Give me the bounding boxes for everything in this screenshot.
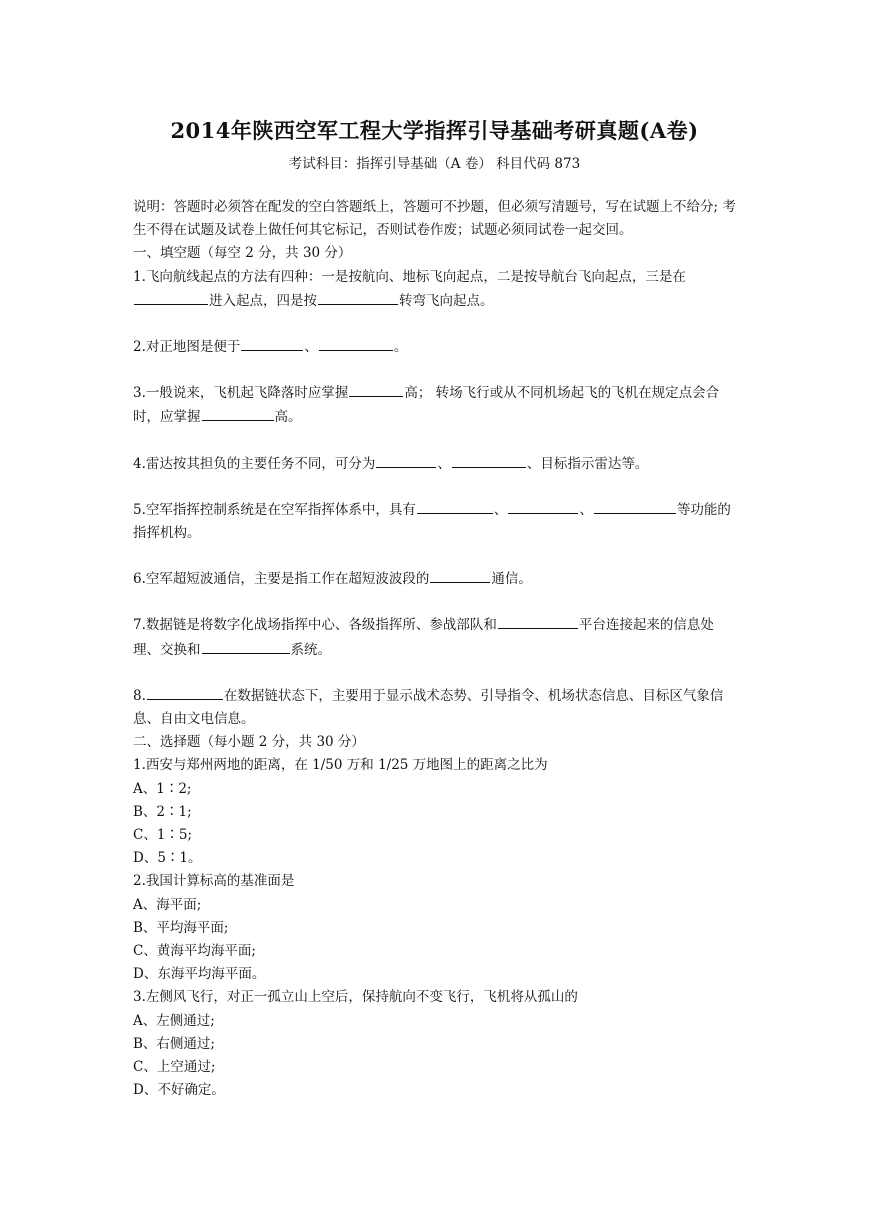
answer-blank[interactable] [594, 498, 676, 514]
section-heading-fill-blank: 一、填空题（每空 2 分，共 30 分） [133, 245, 352, 262]
choice-option: C、1∶5; [133, 827, 193, 844]
answer-blank[interactable] [241, 335, 303, 351]
instructions: 说明：答题时必须答在配发的空白答题纸上，答题可不抄题，但必须写清题号，写在试题上不给分; 考生不得在试题及试卷上做任何其它标记，否则试卷作废；试题必须同试卷一起交回。 [133, 199, 736, 239]
choice-option: C、黄海平均海平面; [133, 943, 256, 960]
answer-blank[interactable] [319, 335, 393, 351]
choice-option: B、右侧通过; [133, 1035, 215, 1052]
answer-blank[interactable] [318, 289, 398, 305]
page-title: 2014年陕西空军工程大学指挥引导基础考研真题(A卷) [170, 118, 699, 143]
answer-blank[interactable] [202, 638, 290, 654]
fill-question-1: 1.飞向航线起点的方法有四种：一是按航向、地标飞向起点，二是按导航台飞向起点，三是在进入起点，四是按 转弯飞向起点。 [133, 268, 686, 309]
choice-option: D、5∶1。 [133, 850, 202, 867]
answer-blank[interactable] [134, 289, 208, 305]
choice-option: B、2∶1; [133, 803, 192, 820]
choice-option: A、左侧通过; [133, 1012, 215, 1029]
choice-option: A、海平面; [133, 896, 202, 913]
choice-question-3-stem: 3.左侧风飞行，对正一孤立山上空后，保持航向不变飞行，飞机将从孤山的 [133, 989, 578, 1006]
answer-blank[interactable] [452, 452, 526, 468]
fill-question-7: 7.数据链是将数字化战场指挥中心、各级指挥所、参战部队和 平台连接起来的信息处理、交换和 系统。 [133, 613, 739, 661]
choice-option: D、东海平均海平面。 [133, 966, 266, 983]
fill-question-3: 3.一般说来，飞机起飞降落时应掌握 高； 转场飞行或从不同机场起飞的飞机在规定点会合时，应掌握 高。 [133, 381, 739, 429]
choice-option: C、上空通过; [133, 1059, 216, 1076]
answer-blank[interactable] [430, 567, 490, 583]
exam-body [133, 196, 739, 1103]
fill-question-8: 8. 在数据链状态下，主要用于显示战术态势、引导指令、机场状态信息、目标区气象信息、自由文电信息。 [133, 684, 739, 731]
answer-blank[interactable] [202, 405, 274, 421]
answer-blank[interactable] [508, 498, 578, 514]
choice-option: B、平均海平面; [133, 919, 229, 936]
exam-subtitle: 考试科目：指挥引导基础（A 卷） 科目代码 873 [288, 156, 581, 172]
fill-question-2: 2.对正地图是便于 、 。 [133, 335, 739, 359]
fill-question-4: 4.雷达按其担负的主要任务不同，可分为 、 、目标指示雷达等。 [133, 452, 739, 476]
choice-question-2-stem: 2.我国计算标高的基准面是 [133, 873, 295, 890]
answer-blank[interactable] [498, 613, 578, 629]
answer-blank[interactable] [147, 684, 223, 700]
answer-blank[interactable] [349, 381, 403, 397]
fill-question-5: 5.空军指挥控制系统是在空军指挥体系中，具有 、 、 等功能的指挥机构。 [133, 498, 739, 545]
choice-option: D、不好确定。 [133, 1082, 225, 1099]
choice-question-1-stem: 1.西安与郑州两地的距离，在 1/50 万和 1/25 万地图上的距离之比为 [133, 757, 548, 774]
fill-question-6: 6.空军超短波通信，主要是指工作在超短波波段的 通信。 [133, 567, 739, 591]
answer-blank[interactable] [376, 452, 436, 468]
section-heading-choice: 二、选择题（每小题 2 分，共 30 分） [133, 734, 365, 751]
answer-blank[interactable] [417, 498, 493, 514]
choice-option: A、1∶2; [133, 780, 192, 797]
